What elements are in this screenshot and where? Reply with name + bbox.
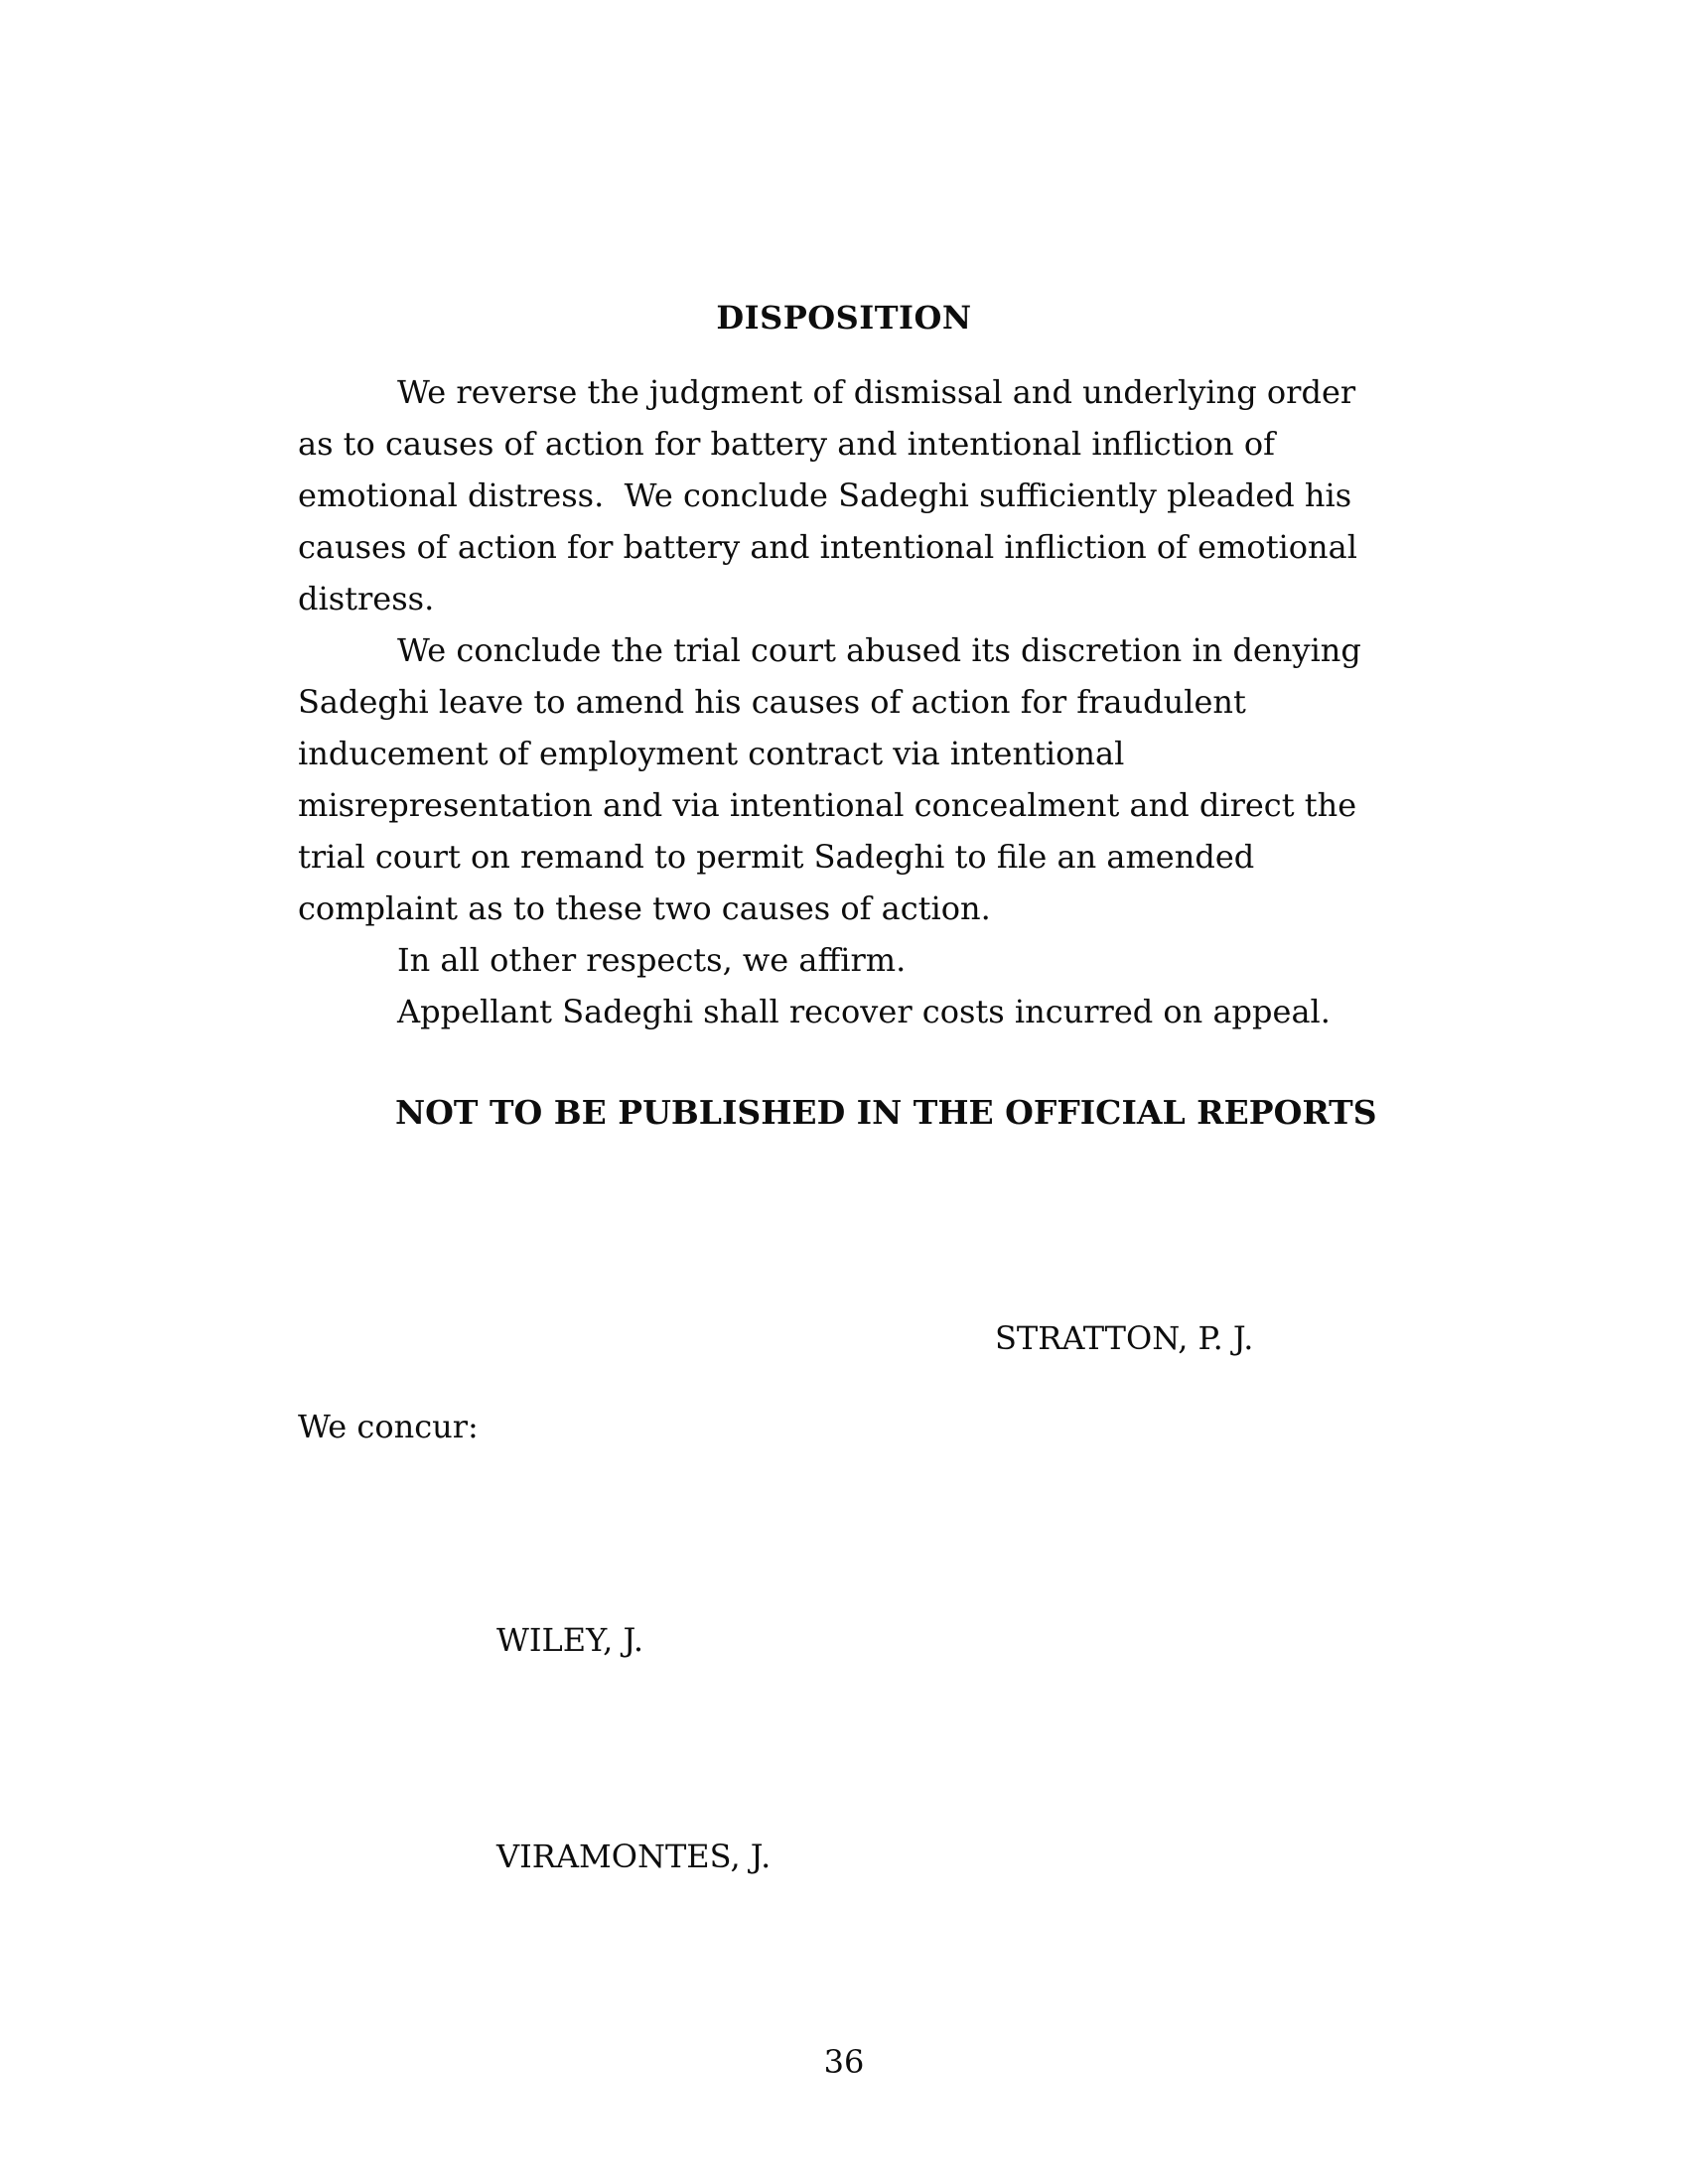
body-line: Appellant Sadeghi shall recover costs incurred on appeal. — [397, 993, 1331, 1030]
page-number: 36 — [823, 2043, 865, 2081]
body-line: Sadeghi leave to amend his causes of action for fraudulent — [298, 683, 1246, 721]
body-line: trial court on remand to permit Sadeghi to file an amended — [298, 838, 1255, 876]
body-line: causes of action for battery and intentional infliction of emotional — [298, 528, 1357, 566]
concurring-justice-wiley: WILEY, J. — [496, 1621, 643, 1659]
body-line: inducement of employment contract via intentional — [298, 735, 1125, 772]
presiding-justice-signature: STRATTON, P. J. — [995, 1319, 1254, 1357]
body-line: misrepresentation and via intentional concealment and direct the — [298, 786, 1357, 824]
publication-notice: NOT TO BE PUBLISHED IN THE OFFICIAL REPORTS — [395, 1093, 1377, 1132]
body-line: We reverse the judgment of dismissal and underlying order — [397, 373, 1356, 411]
concurring-justice-viramontes: VIRAMONTES, J. — [496, 1838, 772, 1875]
body-line: emotional distress. We conclude Sadeghi sufficiently pleaded his — [298, 477, 1352, 514]
we-concur-label: We concur: — [298, 1408, 479, 1445]
body-line: complaint as to these two causes of action. — [298, 889, 991, 927]
disposition-body — [298, 366, 1410, 1037]
disposition-heading: DISPOSITION — [716, 299, 972, 337]
body-line: In all other respects, we affirm. — [397, 941, 907, 979]
body-line: We conclude the trial court abused its discretion in denying — [397, 631, 1361, 669]
body-line: distress. — [298, 580, 435, 617]
body-line: as to causes of action for battery and intentional infliction of — [298, 425, 1275, 463]
